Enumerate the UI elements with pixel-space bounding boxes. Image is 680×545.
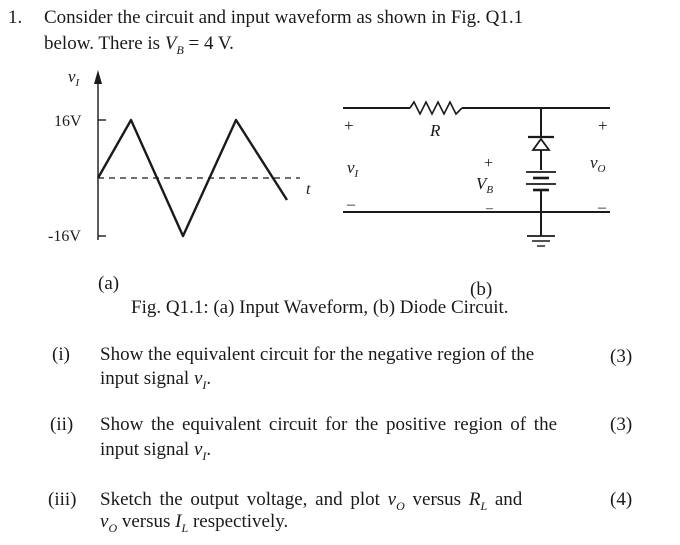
waveform-labels	[48, 67, 311, 245]
part-iii-text-e: respectively.	[188, 511, 289, 532]
figure-label-a: (a)	[98, 273, 120, 294]
level-16v: 16V	[54, 113, 82, 130]
input-minus: –	[347, 196, 355, 213]
rl-symbol: R	[468, 489, 481, 510]
vb-symbol: V	[164, 33, 177, 54]
part-iii-line-2	[100, 511, 288, 536]
part-iii-text-d: versus	[117, 511, 176, 532]
part-ii-marks: (3)	[610, 414, 633, 435]
waveform-plot	[94, 70, 300, 240]
figure-caption: Fig. Q1.1: (a) Input Waveform, (b) Diode Circuit.	[131, 297, 509, 318]
source-minus: –	[486, 201, 493, 216]
part-i-marks: (3)	[610, 346, 633, 367]
resistor-label: R	[430, 121, 441, 140]
level-neg16v: -16V	[48, 228, 81, 245]
figure-label-b: (b)	[470, 279, 493, 300]
vi-subscript: I	[202, 448, 207, 463]
vo-symbol: v	[100, 511, 109, 532]
source-label: $V_B$	[476, 174, 494, 196]
source-plus: +	[484, 155, 494, 172]
triangle-waveform	[98, 120, 287, 236]
time-label: t	[306, 181, 311, 198]
part-ii-line-2-text: input signal	[100, 439, 194, 460]
rl-subscript: L	[480, 498, 488, 513]
vertical-axis-arrow	[94, 70, 102, 84]
vo-subscript: O	[396, 498, 405, 513]
part-iii-marks: (4)	[610, 489, 633, 510]
vi-symbol: v	[193, 439, 203, 460]
resistor	[410, 102, 462, 114]
diode-icon	[533, 139, 549, 150]
vo-subscript: O	[108, 520, 118, 535]
part-i-line-2	[100, 368, 211, 393]
vo-symbol: v	[387, 489, 397, 510]
vi-symbol: v	[193, 368, 203, 389]
part-ii-line-2	[100, 439, 211, 464]
il-subscript: L	[181, 520, 189, 535]
part-ii-period: .	[206, 439, 212, 460]
question-line-2-text: below. There is	[44, 33, 165, 54]
output-plus: +	[598, 116, 608, 135]
part-i-line-1: Show the equivalent circuit for the negative region of the	[100, 344, 535, 365]
vb-value: = 4 V.	[183, 33, 234, 54]
part-ii-number: (ii)	[50, 414, 74, 435]
output-label: $v_O$	[590, 153, 606, 175]
circuit-labels	[344, 116, 608, 216]
question-line-1: Consider the circuit and input waveform as shown in Fig. Q1.1	[44, 7, 524, 28]
vi-axis-label: $v_I$	[68, 67, 80, 89]
part-i-period: .	[206, 368, 212, 389]
part-ii-line-1: Show the equivalent circuit for the positive region of the	[100, 414, 558, 435]
part-i-number: (i)	[52, 344, 70, 365]
il-symbol: I	[175, 511, 182, 532]
part-i-line-2-text: input signal	[100, 368, 194, 389]
part-iii-number: (iii)	[48, 489, 77, 510]
input-label: $v_I$	[347, 158, 359, 180]
part-iii-text-a: Sketch the output voltage, and plot	[100, 489, 388, 510]
part-iii-text-c: and	[487, 489, 523, 510]
input-plus: +	[344, 116, 354, 135]
output-minus: –	[598, 199, 606, 216]
vb-subscript: B	[176, 42, 184, 57]
part-iii-text-b: versus	[404, 489, 469, 510]
question-number: 1.	[8, 7, 23, 28]
vi-subscript: I	[202, 377, 207, 392]
